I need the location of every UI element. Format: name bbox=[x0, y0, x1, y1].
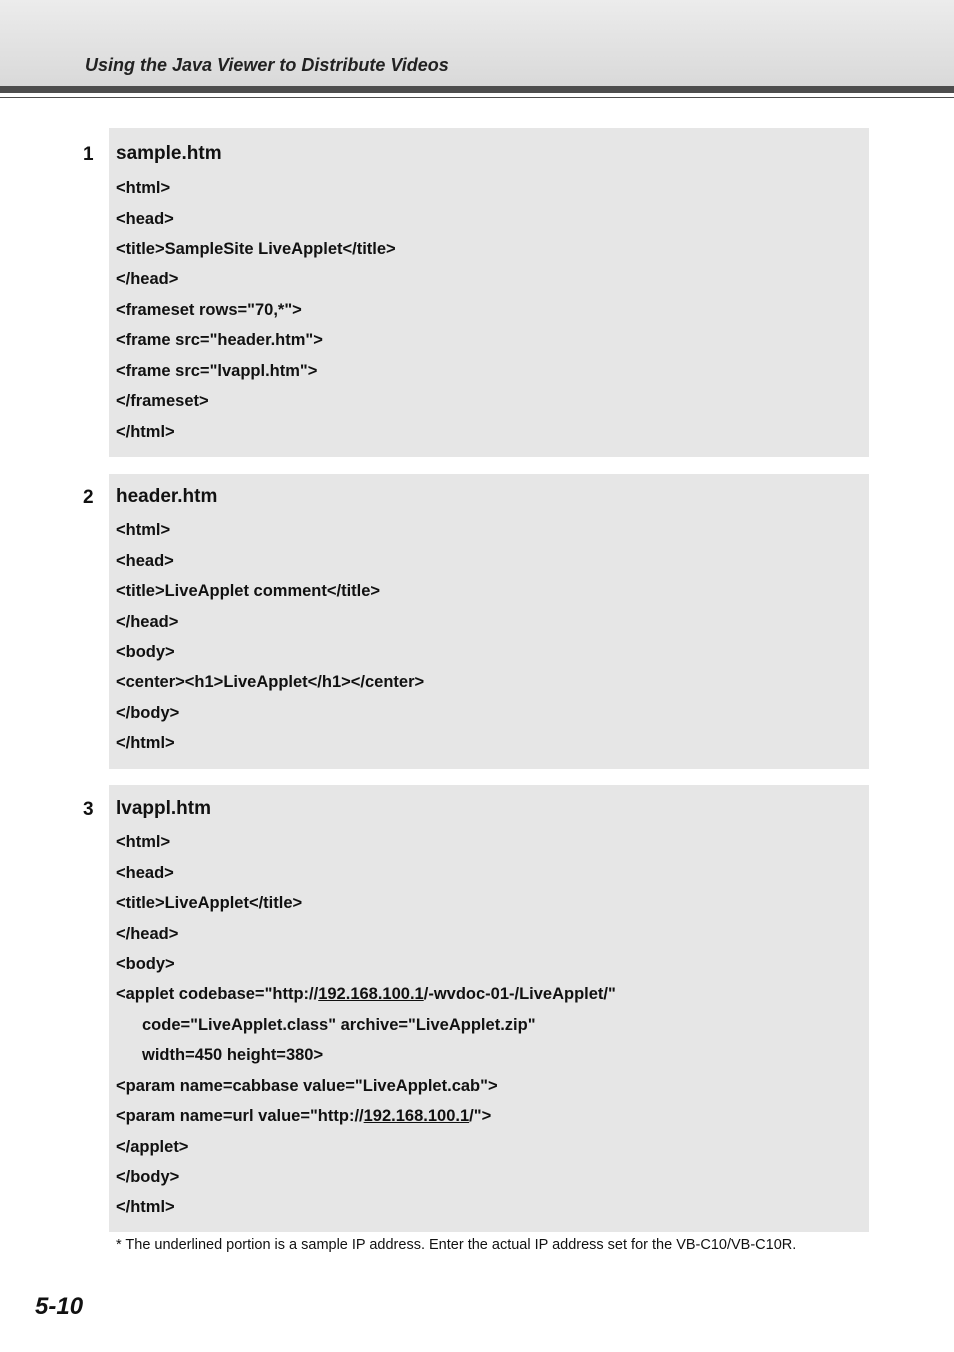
code-line: <title>SampleSite LiveApplet</title> bbox=[116, 240, 396, 258]
code-line: <frameset rows="70,*"> bbox=[116, 301, 302, 319]
code-line: <html> bbox=[116, 179, 171, 197]
code-box-sample-htm bbox=[109, 128, 869, 457]
code-line-param-url bbox=[116, 1107, 491, 1126]
sample-ip-address: 192.168.100.1 bbox=[318, 985, 424, 1003]
code-line: <frame src="lvappl.htm"> bbox=[116, 362, 318, 380]
code-line: <title>LiveApplet comment</title> bbox=[116, 582, 381, 600]
code-line: <body> bbox=[116, 955, 175, 973]
filename-heading: sample.htm bbox=[116, 143, 222, 164]
code-line: </frameset> bbox=[116, 392, 209, 410]
applet-code-prefix: <applet codebase="http:// bbox=[116, 985, 319, 1003]
section-number-3: 3 bbox=[83, 799, 94, 820]
footnote: * The underlined portion is a sample IP address. Enter the actual IP address set for the VB-C10/VB-C10R. bbox=[116, 1237, 797, 1253]
sample-ip-address: 192.168.100.1 bbox=[363, 1107, 470, 1125]
code-line: </html> bbox=[116, 1198, 175, 1216]
code-box-header-htm bbox=[109, 474, 869, 769]
code-line: <head> bbox=[116, 210, 174, 228]
code-line-indented: code="LiveApplet.class" archive="LiveApplet.zip" bbox=[142, 1016, 536, 1034]
code-line: <title>LiveApplet</title> bbox=[116, 894, 303, 912]
section-number-1: 1 bbox=[83, 144, 94, 165]
page-number: 5-10 bbox=[35, 1293, 84, 1320]
filename-heading: header.htm bbox=[116, 486, 218, 507]
page-header-title: Using the Java Viewer to Distribute Videos bbox=[85, 55, 449, 75]
code-line: </head> bbox=[116, 270, 179, 288]
code-line-applet bbox=[116, 985, 616, 1004]
code-line: </head> bbox=[116, 613, 179, 631]
code-line: </head> bbox=[116, 925, 179, 943]
applet-code-suffix: /-wvdoc-01-/LiveApplet/" bbox=[423, 985, 616, 1003]
section-number-2: 2 bbox=[83, 487, 94, 508]
code-line: </applet> bbox=[116, 1138, 189, 1156]
code-line: <body> bbox=[116, 643, 175, 661]
header-rule-thick bbox=[0, 86, 954, 93]
code-line: <head> bbox=[116, 864, 174, 882]
code-line: <head> bbox=[116, 552, 174, 570]
code-line: <center><h1>LiveApplet</h1></center> bbox=[116, 673, 425, 691]
code-line: <param name=cabbase value="LiveApplet.cab"> bbox=[116, 1077, 498, 1095]
param-url-prefix: <param name=url value="http:// bbox=[116, 1107, 364, 1125]
code-line: <frame src="header.htm"> bbox=[116, 331, 323, 349]
code-line: <html> bbox=[116, 521, 171, 539]
code-line: </html> bbox=[116, 734, 175, 752]
code-line: </html> bbox=[116, 423, 175, 441]
code-line: </body> bbox=[116, 704, 180, 722]
code-line: <html> bbox=[116, 833, 171, 851]
code-box-lvappl-htm bbox=[109, 785, 869, 1232]
code-line: </body> bbox=[116, 1168, 180, 1186]
filename-heading: lvappl.htm bbox=[116, 798, 212, 819]
code-line-indented: width=450 height=380> bbox=[142, 1046, 324, 1064]
param-url-suffix: /"> bbox=[469, 1107, 492, 1125]
header-rule-thin bbox=[0, 97, 954, 98]
